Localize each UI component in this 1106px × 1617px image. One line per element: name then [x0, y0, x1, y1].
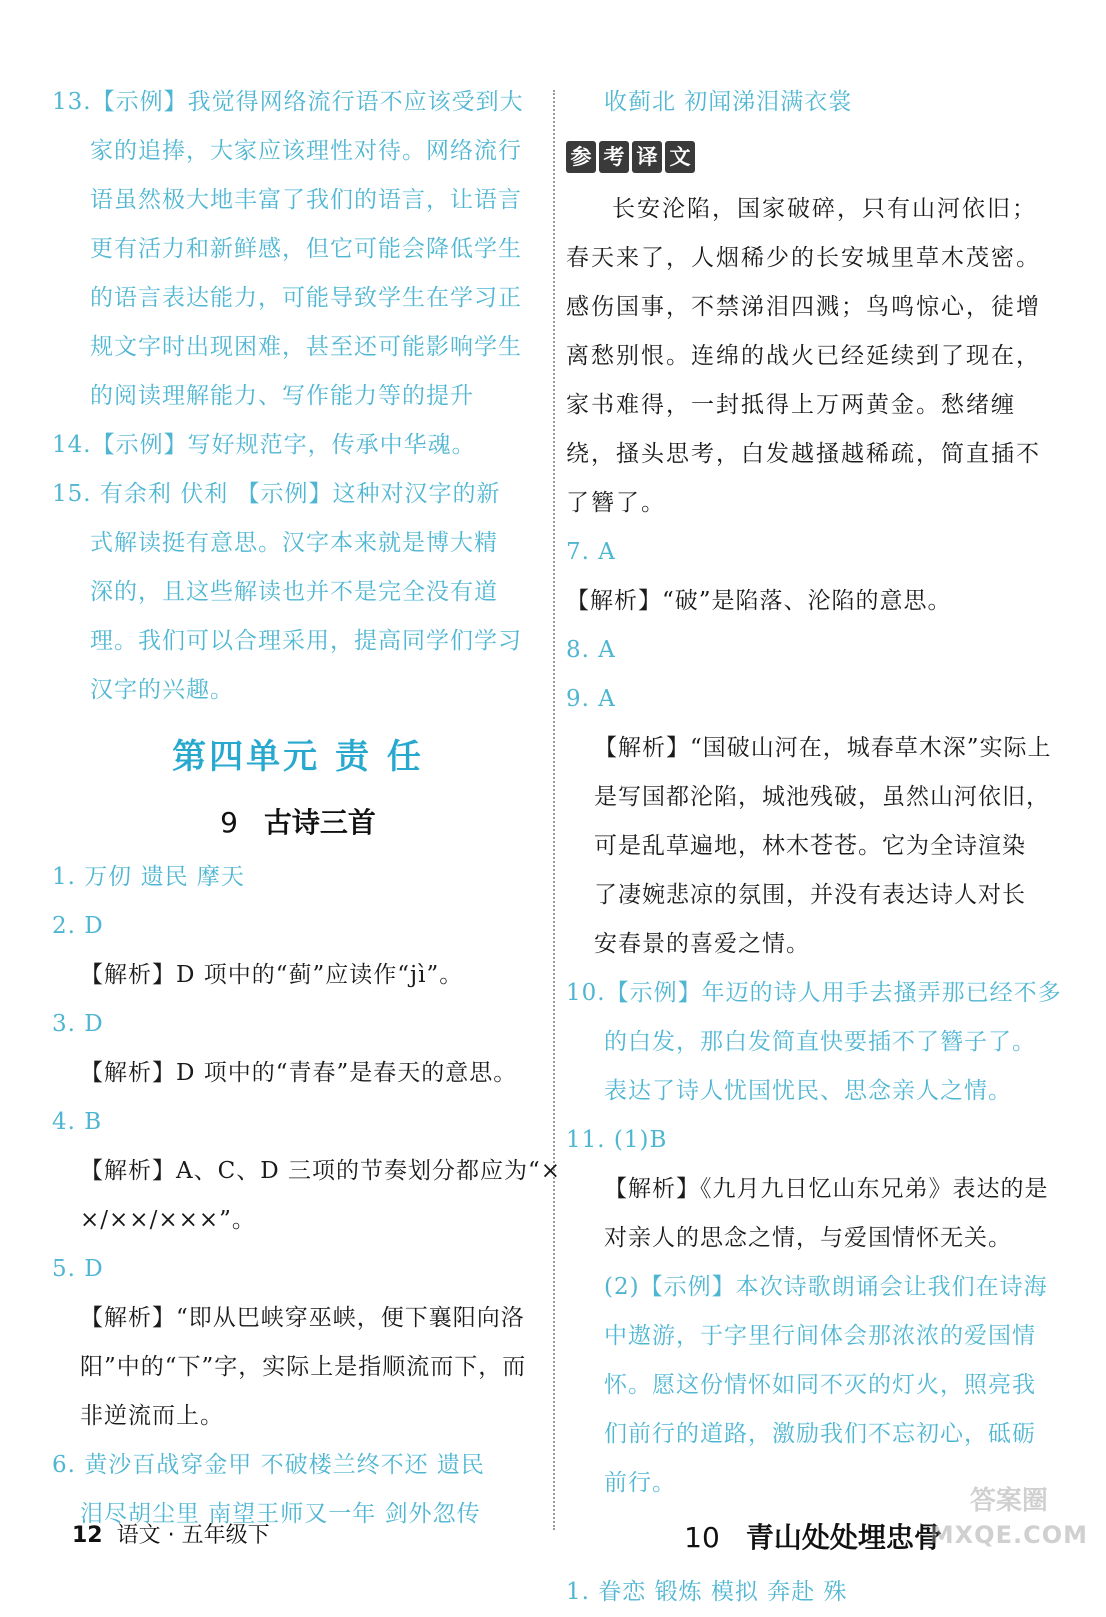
answer-line: 前行。 — [604, 1470, 676, 1496]
answer-line: 泪尽胡尘里 南望王师又一年 剑外忽传 — [80, 1501, 481, 1527]
lesson-name: 青山处处埋忠骨 — [745, 1521, 942, 1554]
answer-line: 【解析】《九月九日忆山东兄弟》表达的是 — [604, 1176, 1049, 1202]
answer-line: 7. A — [566, 539, 616, 565]
answer-line: 9. A — [566, 686, 616, 712]
answer-line: 【解析】“国破山河在，城春草木深”实际上 — [594, 735, 1052, 761]
lesson-9-answers — [52, 853, 561, 1539]
answer-line: 家的追捧，大家应该理性对待。网络流行 — [90, 138, 522, 164]
page-number: 12 — [72, 1523, 103, 1548]
answer-line: ×/××/×××”。 — [80, 1207, 256, 1233]
lesson-9-title — [52, 793, 544, 853]
badge-char: 考 — [599, 141, 629, 173]
badge-char: 文 — [665, 141, 695, 173]
lesson-10-answer-1: 1. 眷恋 锻炼 模拟 奔赴 殊 — [566, 1579, 848, 1605]
left-column — [52, 78, 561, 1539]
answer-line: 的白发，那白发简直快要插不了簪子了。 — [604, 1029, 1036, 1055]
answer-line: 理。我们可以合理采用，提高同学们学习 — [90, 628, 522, 654]
answer-line: 了凄婉悲凉的氛围，并没有表达诗人对长 — [594, 882, 1026, 908]
answer-line: 们前行的道路，激励我们不忘初心，砥砺 — [604, 1421, 1036, 1447]
answer-line: 8. A — [566, 637, 616, 663]
page-footer — [72, 1518, 270, 1549]
footer-subject: 语文 · 五年级下 — [116, 1523, 270, 1548]
answer-line: 更有活力和新鲜感，但它可能会降低学生 — [90, 236, 522, 262]
badge-char: 译 — [632, 141, 662, 173]
answer-line: 【解析】A、C、D 三项的节奏划分都应为“× — [80, 1158, 561, 1184]
answer-line: 1. 万仞 遗民 摩天 — [52, 864, 245, 890]
answer-line: 的语言表达能力，可能导致学生在学习正 — [90, 285, 522, 311]
answer-line: 5. D — [52, 1256, 104, 1282]
answer-line: 规文字时出现困难，甚至还可能影响学生 — [90, 334, 522, 360]
answer-line: (2)【示例】本次诗歌朗诵会让我们在诗海 — [604, 1274, 1048, 1300]
answer-line: 汉字的兴趣。 — [90, 677, 234, 703]
reference-translation: 长安沦陷，国家破碎，只有山河依旧；春天来了，人烟稀少的长安城里草木茂密。感伤国事，不禁涕泪四溅；鸟鸣惊心，徒增离愁别恨。连绵的战火已经延续到了现在，家书难得，一封抵得上万两黄金。愁绪缠绕，搔头思考，白发越搔越稀疏，简直插不了簪了。 — [566, 196, 1041, 516]
answer-line: 6. 黄沙百战穿金甲 不破楼兰终不还 遗民 — [52, 1452, 485, 1478]
answer-line: 11. (1)B — [566, 1127, 668, 1153]
answer-line: 2. D — [52, 913, 104, 939]
left-answer-block — [52, 78, 544, 715]
answer-line: 阳”中的“下”字，实际上是指顺流而下，而 — [80, 1354, 527, 1380]
column-divider — [553, 90, 555, 1530]
reference-translation-badge — [566, 141, 1060, 175]
answer-line: 13.【示例】我觉得网络流行语不应该受到大 — [52, 89, 524, 115]
answer-line: 深的，且这些解读也并不是完全没有道 — [90, 579, 498, 605]
right-column — [566, 78, 1060, 1617]
answer-line: 语虽然极大地丰富了我们的语言，让语言 — [90, 187, 522, 213]
answer-line: 式解读挺有意思。汉字本来就是博大精 — [90, 530, 498, 556]
answer-line: 表达了诗人忧国忧民、思念亲人之情。 — [604, 1078, 1012, 1104]
lesson-number: 10 — [684, 1521, 720, 1554]
badge-char: 参 — [566, 141, 596, 173]
answer-line: 安春景的喜爱之情。 — [594, 931, 810, 957]
answer-line: 非逆流而上。 — [80, 1403, 224, 1429]
answer-continuation: 收蓟北 初闻涕泪满衣裳 — [604, 89, 853, 115]
answer-line: 10.【示例】年迈的诗人用手去搔弄那已经不多 — [566, 980, 1062, 1006]
answer-line: 【解析】D 项中的“青春”是春天的意思。 — [80, 1060, 518, 1086]
answer-line: 【解析】“即从巴峡穿巫峡，便下襄阳向洛 — [80, 1305, 525, 1331]
answer-line: 对亲人的思念之情，与爱国情怀无关。 — [604, 1225, 1012, 1251]
watermark-text: 答案圈 — [969, 1486, 1048, 1516]
lesson-number: 9 — [220, 806, 238, 839]
answer-line: 4. B — [52, 1109, 103, 1135]
answer-line: 是写国都沦陷，城池残破，虽然山河依旧， — [594, 784, 1050, 810]
answer-line: 的阅读理解能力、写作能力等的提升 — [90, 383, 474, 409]
unit-title: 第四单元 责 任 — [172, 737, 424, 777]
answer-line: 可是乱草遍地，林木苍苍。它为全诗渲染 — [594, 833, 1026, 859]
answer-line: 怀。愿这份情怀如同不灭的灯火，照亮我 — [604, 1372, 1036, 1398]
watermark-logo — [930, 1484, 1088, 1552]
lesson-name: 古诗三首 — [263, 806, 376, 839]
answer-line: 15. 有余利 伏利 【示例】这种对汉字的新 — [52, 481, 501, 507]
answer-line: 14.【示例】写好规范字，传承中华魂。 — [52, 432, 476, 458]
answer-line: 【解析】D 项中的“蓟”应读作“jì”。 — [80, 962, 464, 988]
answer-line: 3. D — [52, 1011, 104, 1037]
answer-line: 中遨游，于字里行间体会那浓浓的爱国情 — [604, 1323, 1036, 1349]
answer-line: 【解析】“破”是陷落、沦陷的意思。 — [566, 588, 952, 614]
watermark-url: MXQE.COM — [929, 1521, 1088, 1549]
right-answer-block — [566, 528, 1060, 1508]
